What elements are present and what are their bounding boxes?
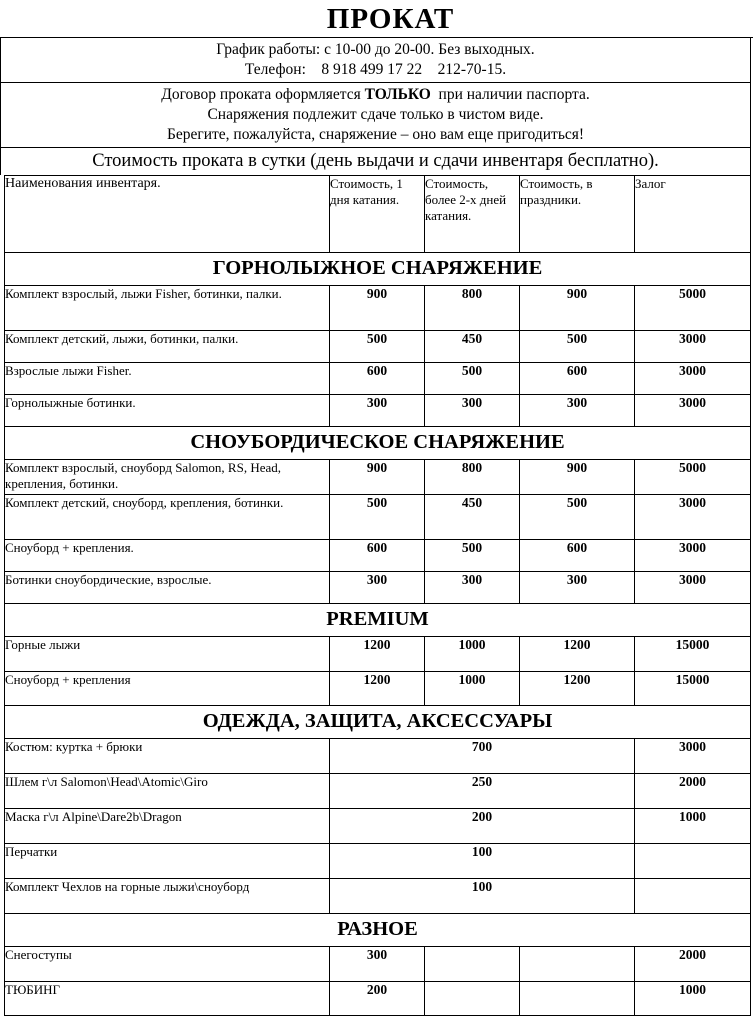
price-note: Стоимость проката в сутки (день выдачи и сдачи инвентаря бесплатно). (0, 147, 751, 175)
section-header-clothing (5, 706, 751, 739)
deposit: 3000 (635, 395, 751, 427)
item-name: Перчатки (5, 844, 330, 879)
table-row (5, 572, 751, 604)
price-holiday: 600 (520, 540, 635, 572)
price-holiday: 300 (520, 395, 635, 427)
price-day2plus: 800 (425, 286, 520, 331)
table-row (5, 739, 751, 774)
price-day1: 300 (330, 947, 425, 982)
table-row (5, 947, 751, 982)
table-row (5, 495, 751, 540)
table-row (5, 774, 751, 809)
price-holiday: 1200 (520, 672, 635, 706)
deposit: 2000 (635, 774, 751, 809)
price-holiday: 500 (520, 331, 635, 363)
table-row (5, 331, 751, 363)
section-title: PREMIUM (5, 604, 751, 637)
item-name: Снегоступы (5, 947, 330, 982)
item-name: Комплект детский, лыжи, ботинки, палки. (5, 331, 330, 363)
deposit: 15000 (635, 637, 751, 672)
price-holiday: 900 (520, 286, 635, 331)
price-day1: 500 (330, 331, 425, 363)
rule-clean-return: Снаряжения подлежит сдаче только в чистом виде. (207, 106, 544, 123)
column-header-holiday: Стоимость, в праздники. (520, 176, 635, 253)
price-flat: 100 (330, 879, 635, 914)
page-title: ПРОКАТ (326, 3, 455, 35)
item-name: Маска г\л Alpine\Dare2b\Dragon (5, 809, 330, 844)
section-header-misc (5, 914, 751, 947)
table-row (5, 879, 751, 914)
section-title: ОДЕЖДА, ЗАЩИТА, АКСЕССУАРЫ (5, 706, 751, 739)
item-name: Ботинки сноубордические, взрослые. (5, 572, 330, 604)
deposit: 1000 (635, 809, 751, 844)
price-day1: 900 (330, 460, 425, 495)
price-day2plus: 500 (425, 540, 520, 572)
price-holiday: 300 (520, 572, 635, 604)
price-flat: 100 (330, 844, 635, 879)
price-day2plus: 1000 (425, 672, 520, 706)
column-header-deposit: Залог (635, 176, 751, 253)
table-header-row (5, 176, 751, 253)
price-day1: 600 (330, 363, 425, 395)
deposit (635, 879, 751, 914)
price-day2plus: 800 (425, 460, 520, 495)
item-name: Горнолыжные ботинки. (5, 395, 330, 427)
price-day2plus (425, 982, 520, 1016)
section-header-premium (5, 604, 751, 637)
rule-passport-text-before: Договор проката оформляется (161, 86, 365, 103)
deposit: 3000 (635, 572, 751, 604)
price-day1: 1200 (330, 637, 425, 672)
item-name: ТЮБИНГ (5, 982, 330, 1016)
item-name: Шлем г\л Salomon\Head\Atomic\Giro (5, 774, 330, 809)
table-row (5, 540, 751, 572)
rules-block (0, 82, 751, 148)
deposit (635, 844, 751, 879)
price-day1: 1200 (330, 672, 425, 706)
table-row (5, 395, 751, 427)
price-day2plus: 1000 (425, 637, 520, 672)
price-holiday: 900 (520, 460, 635, 495)
price-flat: 200 (330, 809, 635, 844)
table-row (5, 460, 751, 495)
table-row (5, 844, 751, 879)
item-name: Комплект Чехлов на горные лыжи\сноуборд (5, 879, 330, 914)
item-name: Комплект взрослый, сноуборд Salomon, RS, Head, крепления, ботинки. (5, 460, 330, 495)
item-name: Взрослые лыжи Fisher. (5, 363, 330, 395)
schedule-block (0, 37, 751, 83)
column-header-name: Наименования инвентаря. (5, 176, 330, 253)
item-name: Комплект взрослый, лыжи Fisher, ботинки, палки. (5, 286, 330, 331)
price-table (4, 175, 751, 1016)
price-holiday: 1200 (520, 637, 635, 672)
item-name: Сноуборд + крепления (5, 672, 330, 706)
price-flat: 700 (330, 739, 635, 774)
table-row (5, 809, 751, 844)
rule-passport-text-after: при наличии паспорта. (430, 86, 590, 103)
price-holiday: 600 (520, 363, 635, 395)
deposit: 15000 (635, 672, 751, 706)
price-day1: 600 (330, 540, 425, 572)
deposit: 1000 (635, 982, 751, 1016)
deposit: 3000 (635, 495, 751, 540)
deposit: 2000 (635, 947, 751, 982)
section-title: СНОУБОРДИЧЕСКОЕ СНАРЯЖЕНИЕ (5, 427, 751, 460)
table-row (5, 286, 751, 331)
page-header (0, 0, 753, 38)
deposit: 3000 (635, 540, 751, 572)
price-day2plus: 300 (425, 572, 520, 604)
item-name: Горные лыжи (5, 637, 330, 672)
section-title: РАЗНОЕ (5, 914, 751, 947)
table-row (5, 363, 751, 395)
rule-passport-emphasis: ТОЛЬКО (364, 86, 431, 103)
item-name: Комплект детский, сноуборд, крепления, ботинки. (5, 495, 330, 540)
table-row (5, 637, 751, 672)
item-name: Сноуборд + крепления. (5, 540, 330, 572)
deposit: 3000 (635, 363, 751, 395)
price-day2plus: 450 (425, 331, 520, 363)
table-row (5, 982, 751, 1016)
phone-numbers: Телефон: 8 918 499 17 22 212-70-15. (244, 61, 507, 78)
price-holiday: 500 (520, 495, 635, 540)
price-day1: 200 (330, 982, 425, 1016)
price-day2plus (425, 947, 520, 982)
section-header-ski (5, 253, 751, 286)
price-day2plus: 300 (425, 395, 520, 427)
working-hours: График работы: с 10-00 до 20-00. Без выходных. (216, 41, 535, 58)
deposit: 5000 (635, 460, 751, 495)
column-header-day1: Стоимость, 1 дня катания. (330, 176, 425, 253)
section-title: ГОРНОЛЫЖНОЕ СНАРЯЖЕНИЕ (5, 253, 751, 286)
price-day2plus: 450 (425, 495, 520, 540)
deposit: 3000 (635, 739, 751, 774)
price-day2plus: 500 (425, 363, 520, 395)
price-day1: 300 (330, 572, 425, 604)
table-row (5, 672, 751, 706)
deposit: 5000 (635, 286, 751, 331)
price-day1: 300 (330, 395, 425, 427)
deposit: 3000 (635, 331, 751, 363)
price-day1: 500 (330, 495, 425, 540)
column-header-day2plus: Стоимость, более 2-х дней катания. (425, 176, 520, 253)
section-header-snowboard (5, 427, 751, 460)
price-flat: 250 (330, 774, 635, 809)
rule-care: Берегите, пожалуйста, снаряжение – оно вам еще пригодиться! (166, 126, 585, 143)
rule-passport (1, 85, 750, 105)
item-name: Костюм: куртка + брюки (5, 739, 330, 774)
price-holiday (520, 982, 635, 1016)
price-day1: 900 (330, 286, 425, 331)
price-holiday (520, 947, 635, 982)
